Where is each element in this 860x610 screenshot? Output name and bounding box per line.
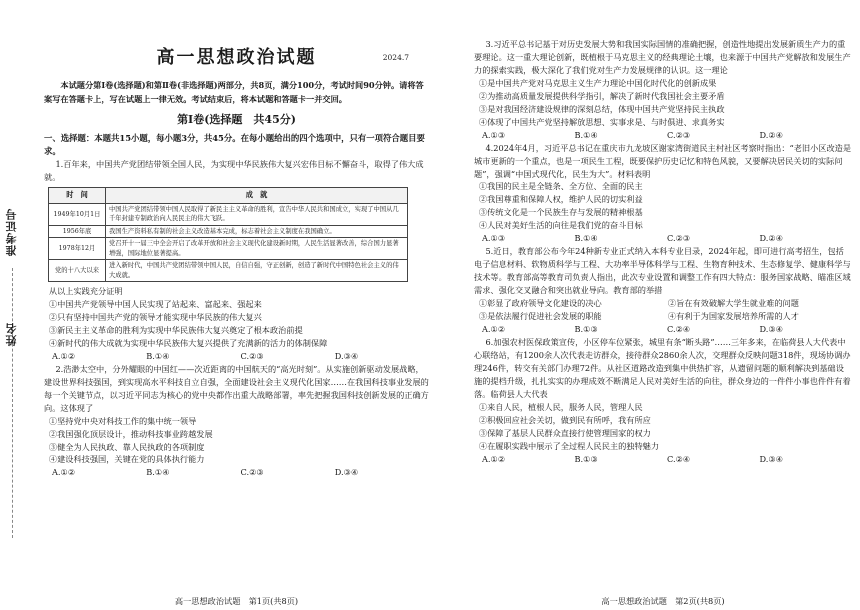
answer-choice: A.①②	[482, 453, 506, 464]
table-cell-text: 我国生产资料私有制的社会主义改造基本完成，标志着社会主义制度在我国确立。	[106, 225, 408, 237]
option-statement: ④在履职实践中展示了全过程人民民主的独特魅力	[478, 440, 660, 451]
option-statement: ④体现了中国共产党坚持解放思想、实事求是、与时俱进、求真务实	[478, 116, 725, 127]
question-2-stem: 2.浩渺太空中，分外耀眼的中国红——次近距离的中国航天的“高光时刻”。从实施创新驱动发展战略，建设世界科技强国，到实现高水平科技自立自强，全面建设社会主义现代化国家……在我国科技事业发展的每一个关键节点，以习近平同志为核心的党中央都作出重大战略部署，率先把握我国科技创新发展的正确方向。这体现了	[44, 363, 429, 413]
achievement-table	[48, 187, 408, 282]
answer-choice: A.①②	[52, 467, 76, 478]
question-1-lead: 从以上实践充分证明	[48, 286, 123, 297]
option-statement: ③传统文化是一个民族生存与发展的精神根基	[478, 207, 643, 218]
part-title: 第Ⅰ卷(选择题 共45分)	[177, 112, 296, 126]
answer-choice: C.②③	[240, 350, 264, 361]
answer-choices	[474, 232, 852, 245]
option-statement: ②为推动高质量发展提供科学指引，解决了新时代我国社会主要矛盾	[478, 90, 725, 101]
answer-choice: D.③④	[759, 323, 784, 334]
table-row	[49, 225, 408, 237]
question-4-stem: 4.2024年4月，习近平总书记在重庆市九龙坡区谢家湾街道民主村社区考察时指出：“老旧小区改造是城市更新的一个重点，也是一项民生工程，既要保护历史记忆和特色风貌，又要解决居民关切的实际问题”，强调“中国式现代化，民生为大”。材料表明	[474, 142, 852, 179]
page-1	[44, 0, 429, 610]
exam-number-label: 准考证号	[5, 208, 18, 256]
option-statement: ②我国尊重和保障人权，维护人民的切实利益	[478, 194, 643, 205]
answer-choices	[44, 466, 429, 479]
question-3-stem: 3.习近平总书记基于对历史发展大势和我国实际国情的准确把握，创造性地提出发展新质生产力的重要理论。这一重大理论创新，既植根于马克思主义的经典理论土壤，也来源于中国共产党解放和发展生产力的探索实践，极大深化了我们党对生产力发展规律的认识。这一理论	[474, 39, 851, 75]
section-heading: 一、选择题：本题共15小题，每小题3分，共45分。在每小题给出的四个选项中，只有一项符合题目要求。	[44, 133, 425, 157]
option-row	[474, 310, 852, 323]
answer-choice: B.①④	[574, 129, 598, 140]
page-footer: 高一思想政治试题 第1页(共8页)	[174, 596, 299, 607]
table-header-time: 时 间	[49, 188, 106, 204]
answer-choice: A.①②	[482, 323, 506, 334]
page-footer: 高一思想政治试题 第2页(共8页)	[601, 596, 725, 607]
table-row	[49, 238, 408, 260]
option-statement: ②我国强化顶层设计，推动科技事业跨越发展	[48, 428, 213, 439]
option-row	[474, 297, 852, 310]
table-row	[49, 260, 408, 282]
option-statement: ④人民对美好生活的向往是我们党的奋斗目标	[478, 220, 643, 231]
table-cell-time: 1949年10月1日	[49, 204, 106, 226]
question-5-stem: 5.近日，教育部公布今年24种新专业正式纳入本科专业目录，2024年起，即可进行高考招生，包括电子信息材料、软物质科学与工程、大功率半导体科学与工程、生物育种技术、生态修复学、健康科学与技术等。教育部高等教育司负责人指出，此次专业设置和调整工作有四大特点：服务国家战略、瞄准区域需求、强化交叉融合和突出就业导向。教育部的举措	[474, 246, 851, 296]
binding-margin	[0, 0, 40, 610]
option-statement: ①我国的民主是全链条、全方位、全面的民主	[478, 181, 643, 192]
option-statement: ③保障了基层人民群众直接行使管理国家的权力	[478, 427, 651, 438]
option-statement: ②积极回应社会关切，做到民有所呼，我有所应	[478, 414, 651, 425]
answer-choice: B.①④	[146, 350, 170, 361]
name-label: 姓名	[5, 322, 18, 346]
answer-choices	[474, 453, 852, 466]
answer-choice: C.②④	[667, 323, 691, 334]
table-header-achievement: 成 就	[106, 188, 408, 204]
option-statement: ④新时代的伟大成就为实现中华民族伟大复兴提供了充满新的活力的体制保障	[48, 337, 328, 348]
answer-choice: B.①③	[574, 453, 598, 464]
option-statement: ③新民主主义革命的胜利为实现中华民族伟大复兴奠定了根本政治前提	[48, 324, 303, 335]
page-2	[474, 0, 852, 610]
exam-date: 2024.7	[382, 53, 409, 62]
option-statement: ④有利于为国家发展培养所需的人才	[667, 311, 799, 322]
option-statement: ②只有坚持中国共产党的领导才能实现中华民族的伟大复兴	[48, 311, 262, 322]
exam-title: 高一思想政治试题	[156, 47, 317, 68]
option-statement: ①是中国共产党对马克思主义生产力理论中国化时代化的创新成果	[478, 77, 717, 88]
answer-choice: C.②③	[240, 467, 264, 478]
question-1-stem: 1.百年来，中国共产党团结带领全国人民，为实现中华民族伟大复兴宏伟目标不懈奋斗，取得了伟大成就。	[44, 159, 424, 183]
table-cell-time: 1956年底	[49, 225, 106, 237]
answer-choices	[44, 350, 429, 363]
table-cell-text: 中国共产党团结带领中国人民取得了新民主主义革命的胜利，宣告中华人民共和国成立，实现了中国从几千年封建专制政治向人民民主的伟大飞跃。	[106, 204, 408, 226]
table-cell-time: 1978年12月	[49, 238, 106, 260]
answer-choices	[474, 323, 852, 336]
answer-choice: B.①④	[574, 233, 598, 244]
question-6-stem: 6.加强农村医保政策宣传，小区停车位紧张，城里有条“断头路”……三年多来，在临荷县人大代表中心联络站，有1200余人次代表走访群众，接待群众2860余人次，交理群众反映问题318件，现场协调办理246件，转交有关部门办理72件。从社区道路改造到集中供热扩容，从遗留问题的顺利解决到基础设施的提档升级，扎扎实实的办理成效不断满足人民对美好生活的向往，群众身边的一件件小事也件件有着落。临荷县人大代表	[474, 336, 851, 399]
table-row	[49, 204, 408, 226]
answer-choice: D.②④	[759, 129, 784, 140]
option-statement: ①来自人民，植根人民，服务人民，管理人民	[478, 401, 643, 412]
answer-choice: C.②③	[667, 233, 691, 244]
answer-choice: A.①③	[482, 129, 506, 140]
option-statement: ①中国共产党领导中国人民实现了站起来、富起来、强起来	[48, 299, 262, 310]
answer-choice: D.③④	[334, 350, 359, 361]
option-statement: ②旨在有效破解大学生就业难的问题	[667, 298, 799, 309]
table-cell-time: 党的十八大以来	[49, 260, 106, 282]
option-statement: ③是依法履行促进社会发展的职能	[478, 311, 602, 322]
option-statement: ③健全为人民执政、靠人民执政的各项制度	[48, 441, 205, 452]
answer-choice: C.②③	[667, 129, 691, 140]
option-statement: ①彰显了政府领导文化建设的决心	[478, 298, 602, 309]
table-cell-text: 党召开十一届三中全会开启了改革开放和社会主义现代化建设新时期，人民生活显著改善，综合国力显著增强，国际地位显著提高。	[106, 238, 408, 260]
answer-choice: A.①③	[482, 233, 506, 244]
binding-dashed-line	[12, 268, 14, 538]
answer-choice: D.③④	[759, 453, 784, 464]
table-cell-text: 进入新时代，中国共产党团结带领中国人民，自信自强，守正创新，创造了新时代中国特色社会主义的伟大成就。	[106, 260, 408, 282]
option-statement: ④建设科技强国，关键在党的具体执行能力	[48, 454, 205, 465]
answer-choices	[474, 129, 852, 142]
answer-choice: D.②④	[759, 233, 784, 244]
option-statement: ①坚持党中央对科技工作的集中统一领导	[48, 415, 197, 426]
answer-choice: B.①④	[146, 467, 170, 478]
answer-choice: B.①③	[574, 323, 598, 334]
option-statement: ③是对我国经济建设规律的深刻总结，体现中国共产党坚持民主执政	[478, 103, 725, 114]
exam-instructions: 本试题分第Ⅰ卷(选择题)和第Ⅱ卷(非选择题)两部分，共8页，满分100分，考试时间90分钟。请将答案写在答题卡上，写在试题上一律无效。考试结束后，将本试题和答题卡一并交回。	[44, 80, 424, 104]
answer-choice: D.③④	[334, 467, 359, 478]
answer-choice: A.①②	[52, 350, 76, 361]
answer-choice: C.②④	[667, 453, 691, 464]
